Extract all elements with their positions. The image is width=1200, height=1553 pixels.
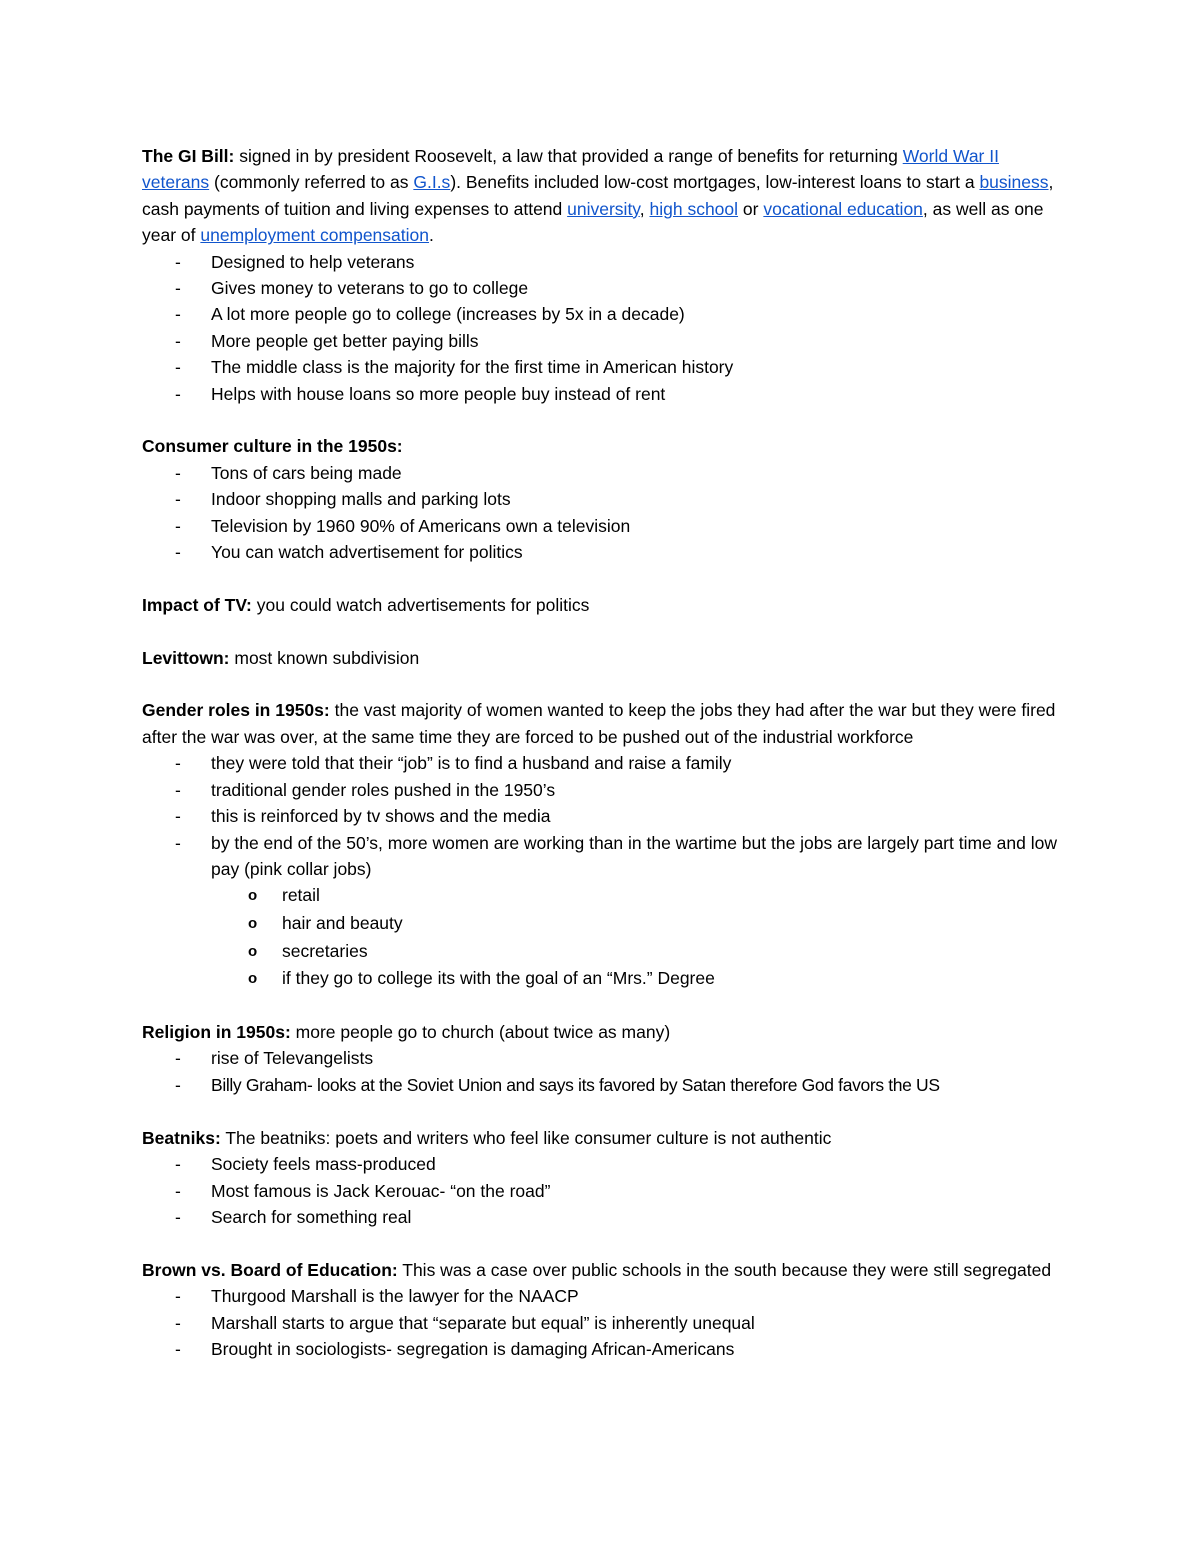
beatniks-paragraph <box>142 1125 1062 1151</box>
beatniks-text: The beatniks: poets and writers who feel like consumer culture is not authentic <box>220 1127 832 1148</box>
dash-marker: - <box>175 753 181 774</box>
gi-bill-section <box>142 143 1062 407</box>
list-item <box>142 275 1062 301</box>
sub-list-item <box>211 882 1062 910</box>
levittown-paragraph <box>142 645 1062 671</box>
gis-link[interactable]: G.I.s <box>413 172 451 193</box>
gi-bill-heading: The GI Bill: <box>142 146 235 166</box>
list-item-text: Society feels mass-produced <box>211 1154 436 1175</box>
consumer-section <box>142 433 1062 565</box>
gi-bill-list <box>142 249 1062 407</box>
sub-list-item-text: if they go to college its with the goal of an “Mrs.” Degree <box>282 968 715 989</box>
dash-marker: - <box>175 1154 181 1175</box>
sub-list-item <box>211 965 1062 993</box>
levittown-heading: Levittown: <box>142 647 230 668</box>
list-item <box>142 539 1062 565</box>
gender-sub-list <box>211 882 1062 992</box>
list-item-text: Gives money to veterans to go to college <box>211 278 529 299</box>
gender-list <box>142 750 1062 992</box>
dash-marker: - <box>175 515 181 536</box>
list-item <box>142 486 1062 512</box>
circle-marker: o <box>248 970 258 988</box>
list-item <box>142 803 1062 829</box>
beatniks-section <box>142 1125 1062 1231</box>
brown-paragraph <box>142 1257 1062 1283</box>
list-item-text: by the end of the 50’s, more women are working than in the wartime but the jobs are largely part time and low pay (pink collar jobs) <box>211 832 1057 879</box>
dash-marker: - <box>175 1180 181 1201</box>
tv-text: you could watch advertisements for politics <box>251 594 590 615</box>
religion-section <box>142 1019 1062 1098</box>
list-item-text: You can watch advertisement for politics <box>211 542 523 563</box>
dash-marker: - <box>175 1206 181 1227</box>
list-item-text: Billy Graham- looks at the Soviet Union and says its favored by Satan therefore God favors the US <box>211 1074 940 1095</box>
business-link[interactable]: business <box>979 172 1049 193</box>
gi-bill-text-9: . <box>428 225 434 246</box>
unemployment-compensation-link[interactable]: unemployment compensation <box>200 225 429 246</box>
gender-section <box>142 697 1062 992</box>
list-item-text: Television by 1960 90% of Americans own a television <box>211 515 631 536</box>
university-link[interactable]: university <box>567 198 640 219</box>
religion-heading: Religion in 1950s: <box>142 1022 291 1043</box>
list-item-text: Helps with house loans so more people buy instead of rent <box>211 383 666 404</box>
list-item <box>142 1310 1062 1336</box>
gi-bill-paragraph <box>142 143 1062 249</box>
dash-marker: - <box>175 1074 181 1095</box>
list-item <box>142 513 1062 539</box>
brown-text: This was a case over public schools in the south because they were still segregated <box>397 1259 1052 1280</box>
brown-heading: Brown vs. Board of Education: <box>142 1259 398 1280</box>
sub-list-item-text: retail <box>282 885 320 906</box>
dash-marker: - <box>175 1048 181 1069</box>
religion-text: more people go to church (about twice as many) <box>290 1022 671 1043</box>
circle-marker: o <box>248 914 258 932</box>
list-item <box>142 460 1062 486</box>
list-item <box>142 1204 1062 1230</box>
list-item-text: Brought in sociologists- segregation is damaging African-Americans <box>211 1338 735 1359</box>
dash-marker: - <box>175 251 181 272</box>
gi-bill-text-3: (commonly referred to as <box>209 172 414 193</box>
list-item <box>142 381 1062 407</box>
list-item-text: this is reinforced by tv shows and the media <box>211 806 551 827</box>
list-item <box>142 1178 1062 1204</box>
consumer-list <box>142 460 1062 566</box>
gi-bill-text-1: signed in by president Roosevelt, a law that provided a range of benefits for returning <box>234 146 903 166</box>
gi-bill-text-4: ). Benefits included low-cost mortgages, low-interest loans to start a <box>450 172 980 193</box>
brown-section <box>142 1257 1062 1363</box>
dash-marker: - <box>175 357 181 378</box>
list-item-text: rise of Televangelists <box>211 1048 374 1069</box>
dash-marker: - <box>175 542 181 563</box>
vocational-education-link[interactable]: vocational education <box>763 198 923 219</box>
dash-marker: - <box>175 462 181 483</box>
dash-marker: - <box>175 1338 181 1359</box>
dash-marker: - <box>175 489 181 510</box>
list-item <box>142 830 1062 993</box>
world-war-ii-link[interactable]: World War II <box>902 146 999 166</box>
list-item <box>142 1072 1092 1098</box>
document-page <box>142 143 1062 1362</box>
list-item-text: Marshall starts to argue that “separate but equal” is inherently unequal <box>211 1312 755 1333</box>
dash-marker: - <box>175 1286 181 1307</box>
sub-list-item-text: hair and beauty <box>282 912 403 933</box>
dash-marker: - <box>175 1312 181 1333</box>
gi-bill-text-8: , as well as one year of <box>142 198 1044 246</box>
list-item <box>142 354 1062 380</box>
sub-list-item <box>211 910 1062 938</box>
brown-list <box>142 1283 1062 1362</box>
tv-paragraph <box>142 592 1062 618</box>
gi-bill-text-7: or <box>738 198 764 219</box>
list-item-text: Designed to help veterans <box>211 251 415 272</box>
list-item <box>142 328 1062 354</box>
gender-paragraph <box>142 697 1062 750</box>
levittown-text: most known subdivision <box>229 647 420 668</box>
list-item-text: Search for something real <box>211 1206 412 1227</box>
dash-marker: - <box>175 832 181 853</box>
list-item-text: they were told that their “job” is to find a husband and raise a family <box>211 753 732 774</box>
dash-marker: - <box>175 304 181 325</box>
list-item <box>142 750 1062 776</box>
list-item <box>142 301 1062 327</box>
list-item-text: Indoor shopping malls and parking lots <box>211 489 511 510</box>
dash-marker: - <box>175 779 181 800</box>
list-item-text: Most famous is Jack Kerouac- “on the road” <box>211 1180 551 1201</box>
gender-text: the vast majority of women wanted to keep the jobs they had after the war but they were fired after the war was over, at the same time they are forced to be pushed out of the industrial workforce <box>142 700 1056 747</box>
dash-marker: - <box>175 278 181 299</box>
tv-heading: Impact of TV: <box>142 594 252 615</box>
religion-paragraph <box>142 1019 1062 1045</box>
gender-heading: Gender roles in 1950s: <box>142 700 330 721</box>
levittown-section <box>142 645 1062 671</box>
consumer-heading: Consumer culture in the 1950s: <box>142 436 403 457</box>
high-school-link[interactable]: high school <box>649 198 739 219</box>
beatniks-heading: Beatniks: <box>142 1127 221 1148</box>
circle-marker: o <box>248 887 258 905</box>
list-item-text: A lot more people go to college (increases by 5x in a decade) <box>211 304 685 325</box>
list-item-text: More people get better paying bills <box>211 330 479 351</box>
gi-bill-text-6: , <box>639 198 650 219</box>
list-item <box>142 1151 1062 1177</box>
circle-marker: o <box>248 942 258 960</box>
consumer-paragraph <box>142 433 1062 459</box>
list-item <box>142 1283 1062 1309</box>
list-item <box>142 1336 1062 1362</box>
dash-marker: - <box>175 330 181 351</box>
list-item <box>142 249 1062 275</box>
list-item <box>142 777 1062 803</box>
list-item-text: Thurgood Marshall is the lawyer for the NAACP <box>211 1286 579 1307</box>
tv-section <box>142 592 1062 618</box>
dash-marker: - <box>175 806 181 827</box>
veterans-link[interactable]: veterans <box>142 172 210 193</box>
sub-list-item <box>211 938 1062 966</box>
list-item-text: Tons of cars being made <box>211 462 402 483</box>
beatniks-list <box>142 1151 1062 1230</box>
dash-marker: - <box>175 383 181 404</box>
gi-bill-text-5: , cash payments of tuition and living expenses to attend <box>142 172 1054 219</box>
list-item <box>142 1045 1062 1071</box>
list-item-text: traditional gender roles pushed in the 1950’s <box>211 779 556 800</box>
sub-list-item-text: secretaries <box>282 940 368 961</box>
religion-list <box>142 1045 1062 1098</box>
list-item-text: The middle class is the majority for the first time in American history <box>211 357 734 378</box>
